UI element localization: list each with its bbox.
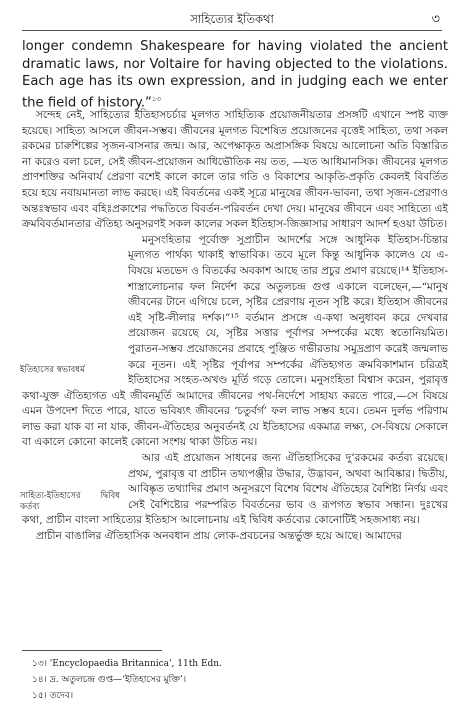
running-header — [22, 10, 442, 31]
quotation-text: longer condemn Shakespeare for having violated the ancient dramatic laws, nor Voltaire for having objected to the violations. Each age has its own expression, and in judging each we enter the field of history.” — [22, 39, 448, 110]
footnote-14: ১৪। দ্র. অতুলচন্দ্র গুপ্ত—‘ইতিহাসের মুক্তি’। — [32, 675, 187, 685]
quotation-footnote-ref: ১৩ — [151, 94, 161, 103]
side-note-dual-duty: সাহিত্য-ইতিহাসের দ্বিবিধ কর্তব্য — [20, 491, 120, 513]
footnote-15: ১৫। তদেব। — [32, 691, 74, 701]
footnote-rule — [22, 650, 162, 651]
side-note-history-nature: ইতিহাসের স্বভাবধর্ম — [20, 364, 85, 375]
paragraph-2: মনুসংহিতার পূর্বোক্ত সুপ্রাচীন আদর্শের সঙ্গে আধুনিক ইতিহাস-চিন্তার মূল্যগত পার্থক্য থাকাই স্বাভাবিক। তবে মূলে কিন্তু আধুনিক কালেও যে এ-বিষয়ে মতভেদ ও বিতর্কের অবকাশ আছে তার প্রচুর প্রমাণ রয়েছে।¹⁴ ইতিহাস-শাস্ত্রালোচনার ফল নির্দেশ করে অতুলচন্দ্র গুপ্ত একালে বলেছেন,—“মানুষ জীবনের টানে এগিয়ে চলে, সৃষ্টির প্রেরণায় নূতন সৃষ্টি করে। ইতিহাস জীবনের এই সৃষ্টি-লীলার দর্শক।”¹⁵ বর্তমান প্রসঙ্গে এ-কথা অনুধাবন করে দেখবার প্রয়োজন রয়েছে যে, সৃষ্টির সত্তার পূর্বাপর সম্পর্কের মধ্যে স্বতোনিয়মিত। পুরাতন-সম্ভব প্রয়োজনের প্রবাহে পুঞ্জিত গভীরতায় সমুদ্রপ্রাণ করেই জন্মলাভ করে নূতন। এই সৃষ্টির পূর্বাপর সম্পর্কের ঐতিহ্যগত ক্রমবিকাশমান চরিত্রই ইতিহাসের সংহত-অখণ্ড মূর্তি গড়ে তোলে। মনুসংহিতা বিশ্বাস করেন, পুরাবৃত্ত কথা-যুক্ত ঐতিহ্যগত এই জীবনমূর্তি আমাদের জীবনের পথ-নির্দেশে সাহায্য করতে পারে,—সে বিষয়ে এমন উপদেশ দিতে পারে, যাতে ভবিষ্যৎ জীবনের ‘চতুর্বর্গ’ ফল লাভ সম্ভব হবে। তেমন দুর্লভ পরিণাম লাভ করা যাক বা না যাক, জীবন-ঐতিহ্যের অনুবর্তনই যে ইতিহাসের একমাত্র লক্ষ্য, সে-বিষয়ে সেকালে বা একালে কোনো কালেই কোনো সংশয় থাকা উচিত নয়। — [22, 233, 448, 449]
page-number: ৩ — [431, 12, 440, 27]
footnotes — [32, 656, 432, 704]
paragraph-1: সন্দেহ নেই, সাহিত্যের ইতিহাসচর্চার মূলগত সাহিত্যিক প্রয়োজনীয়তার প্রসঙ্গটি এখানে স্পষ্ট ব্যক্ত হয়েছে। সাহিত্য আসলে জীবন-সম্ভব। জীবনের মূলগত বিশেষিত প্রয়োজনের বৃত্তেই সাহিত্য, তথা সকল রকমের চারুশিল্পের সৃজন-বাসনার জন্ম। আর, অপেক্ষাকৃত অপ্রাসঙ্গিক বিষয়ে আলোচনা অতি বিস্তারিত না করেও বলা চলে, সেই জীবন-প্রয়োজন আধিভৌতিক নয় তত, —যত আধিমানসিক। জীবনের মূলগত প্রাণশক্তির অনিবার্য প্রেরণা বশেই কালে কালে তার গতি ও বিকাশের আকৃতি-প্রকৃতি কেবলই বিবর্তিত হয়ে হয়ে নবায়মানতা লাভ করছে। এই বিবর্তনের একই সূত্রে মানুষের জীবন-ভাবনা, তথা সৃজন-প্রেরণাও অন্তঃস্বভাব এবং বহিঃপ্রকাশের পদ্ধতিতে বিবর্তন-পরিবর্তন দেখা দেয়। মানুষের জীবনে এবং সাহিত্যে এই ক্রমবিবর্তমানতার ঐতিহ্য অনুসরণই সকল কালের সকল ইতিহাস-জিজ্ঞাসার সাধারণ আদর্শ হওয়া উচিত। — [22, 109, 448, 231]
running-title: সাহিত্যের ইতিকথা — [190, 12, 274, 26]
footnote-13: ১৩। 'Encyclopaedia Britannica', 11th Edn. — [32, 659, 222, 669]
paragraph-3: আর এই প্রয়োজন সাধনের জন্য ঐতিহাসিকের দু’রকমের কর্তব্য রয়েছে। প্রথম, পুরাবৃত্ত বা প্রাচীন তথ্যপঞ্জীর উদ্ধার, উদ্ভাবন, অথবা আবিষ্কার। দ্বিতীয়, আবিষ্কৃত তথ্যাদির প্রমাণ অনুসরণে বিশেষ বিশেষ ঐতিহ্যের বৈশিষ্ট্য নির্ণয় এবং সেই বৈশিষ্ট্যের পরম্পরিত বিবর্তনের ভাব ও রূপগত স্বভাব সন্ধান। দুঃখের কথা, প্রাচীন বাংলা সাহিত্যের ইতিহাস আলোচনায় এই দ্বিবিধ কর্তব্যের কোনোটিই সহজসাধ্য নয়। — [22, 452, 448, 527]
body-text — [22, 108, 448, 545]
paragraph-4: প্রাচীন বাঙালির ঐতিহাসিক অনবধান প্রায় লোক-প্রবচনের অন্তর্ভুক্ত হয়ে আছে। আমাদের — [36, 530, 402, 543]
english-quotation — [22, 38, 448, 111]
